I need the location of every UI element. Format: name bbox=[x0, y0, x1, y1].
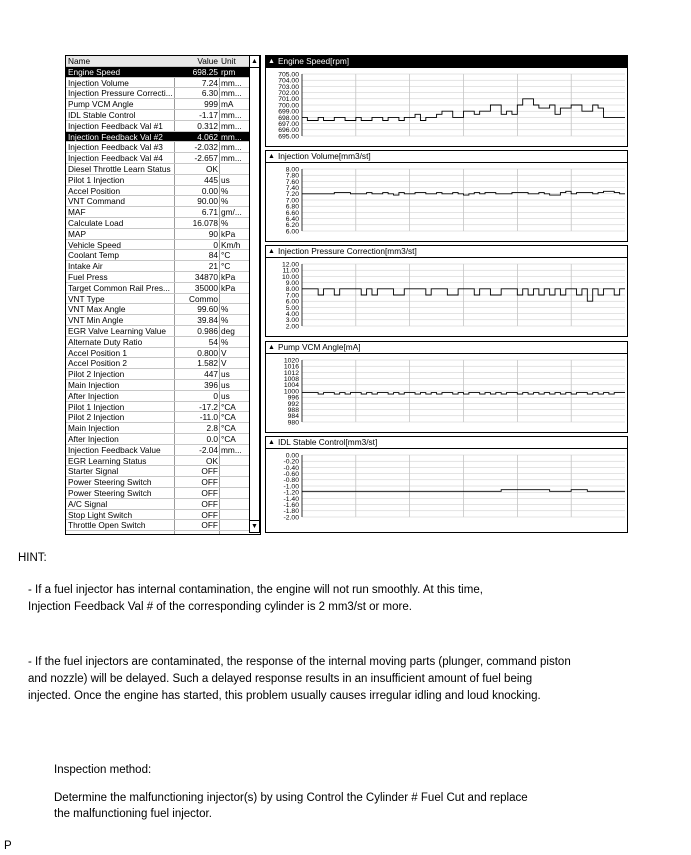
data-list-table bbox=[65, 55, 261, 535]
y-tick-label: 7.00 bbox=[285, 197, 299, 205]
collapse-triangle-icon[interactable]: ▲ bbox=[268, 344, 275, 351]
y-tick-label: 7.60 bbox=[285, 178, 299, 186]
graph-panel bbox=[265, 436, 628, 533]
line-chart bbox=[266, 449, 627, 532]
y-tick-label: 1004 bbox=[283, 382, 299, 390]
row-unit: °C bbox=[221, 250, 231, 261]
row-name: Injection Feedback Val #2 bbox=[68, 131, 163, 142]
y-tick-label: 704.00 bbox=[278, 77, 299, 85]
y-tick-label: 7.00 bbox=[285, 292, 299, 300]
y-tick-label: 7.40 bbox=[285, 185, 299, 192]
y-tick-label: -2.00 bbox=[283, 514, 299, 522]
row-value: 34870 bbox=[194, 272, 218, 282]
y-tick-label: 703.00 bbox=[278, 83, 299, 91]
graph-title: IDL Stable Control[mm3/st] bbox=[278, 437, 378, 447]
line-chart bbox=[266, 258, 627, 336]
row-unit: gm/... bbox=[221, 207, 242, 218]
y-tick-label: 992 bbox=[287, 400, 299, 408]
row-name: Engine Speed bbox=[68, 66, 121, 77]
table-row[interactable] bbox=[66, 67, 260, 78]
column-header-value: Value bbox=[197, 56, 218, 66]
row-value: 396 bbox=[204, 380, 218, 390]
row-value: 35000 bbox=[194, 282, 218, 293]
y-tick-label: 699.00 bbox=[278, 108, 299, 116]
y-tick-label: 6.60 bbox=[285, 209, 299, 217]
y-tick-label: 6.00 bbox=[285, 228, 299, 236]
y-tick-label: 695.00 bbox=[278, 133, 299, 141]
row-unit: % bbox=[221, 304, 229, 315]
row-value: OFF bbox=[201, 488, 218, 498]
row-name: Main Injection bbox=[68, 380, 120, 390]
row-name: Injection Feedback Val #4 bbox=[68, 153, 163, 164]
table-row[interactable] bbox=[66, 153, 260, 164]
y-tick-label: 701.00 bbox=[278, 96, 299, 104]
row-value: 7.24 bbox=[201, 77, 218, 88]
y-tick-label: 2.00 bbox=[285, 323, 299, 331]
table-row[interactable] bbox=[66, 240, 260, 251]
table-row[interactable] bbox=[66, 477, 260, 488]
row-unit: mm... bbox=[221, 88, 242, 99]
hint-label: HINT: bbox=[18, 552, 47, 564]
y-tick-label: 9.00 bbox=[285, 280, 299, 287]
row-value: 445 bbox=[204, 174, 218, 185]
row-value: -2.04 bbox=[199, 444, 218, 455]
table-row[interactable] bbox=[66, 99, 260, 110]
scroll-up-icon[interactable]: ▲ bbox=[250, 56, 259, 68]
row-value: OFF bbox=[201, 498, 218, 509]
row-value: OFF bbox=[201, 509, 218, 520]
row-value: 0.00 bbox=[201, 185, 218, 196]
table-row[interactable] bbox=[66, 78, 260, 89]
row-unit: us bbox=[221, 380, 230, 390]
table-row[interactable] bbox=[66, 261, 260, 272]
row-name: Main Injection bbox=[68, 423, 120, 434]
table-scrollbar[interactable] bbox=[249, 55, 260, 533]
graph-panel bbox=[265, 55, 628, 147]
y-tick-label: 0.00 bbox=[285, 452, 299, 460]
y-tick-label: 6.40 bbox=[285, 216, 299, 223]
table-row[interactable] bbox=[66, 88, 260, 99]
inspection-line-2: the malfunctioning fuel injector. bbox=[54, 808, 212, 820]
y-tick-label: -0.60 bbox=[283, 471, 299, 478]
row-name: Calculate Load bbox=[68, 218, 124, 228]
row-unit: deg bbox=[221, 326, 235, 336]
row-value: 21 bbox=[208, 261, 218, 272]
row-unit: % bbox=[221, 185, 229, 196]
line-chart bbox=[266, 163, 627, 241]
table-row[interactable] bbox=[66, 380, 260, 391]
graph-panel bbox=[265, 150, 628, 242]
graph-plot-area bbox=[266, 354, 627, 432]
row-name: VNT Command bbox=[68, 196, 126, 207]
row-value: 84 bbox=[208, 250, 218, 261]
row-value: 0 bbox=[213, 390, 218, 401]
row-value: 99.60 bbox=[197, 304, 218, 315]
row-unit: °CA bbox=[221, 412, 236, 423]
row-name: Accel Position bbox=[68, 185, 121, 196]
row-unit: mm... bbox=[221, 77, 242, 88]
row-name: Vehicle Speed bbox=[68, 239, 122, 250]
row-name: Injection Feedback Val #1 bbox=[68, 120, 163, 131]
row-value: -11.0 bbox=[199, 412, 218, 423]
graph-title-bar[interactable] bbox=[266, 56, 627, 68]
table-row[interactable] bbox=[66, 423, 260, 434]
row-name: A/C Signal bbox=[68, 498, 108, 509]
table-row[interactable] bbox=[66, 391, 260, 402]
row-name: Power Steering Switch bbox=[68, 488, 152, 498]
row-name: Pump VCM Angle bbox=[68, 99, 134, 110]
table-row[interactable] bbox=[66, 142, 260, 153]
graph-panel bbox=[265, 245, 628, 337]
row-value: Commo bbox=[188, 293, 218, 304]
y-tick-label: -0.20 bbox=[283, 458, 299, 466]
y-tick-label: 6.20 bbox=[285, 222, 299, 230]
row-unit: % bbox=[221, 218, 229, 228]
y-tick-label: 12.00 bbox=[281, 261, 299, 269]
table-row[interactable] bbox=[66, 456, 260, 467]
row-name: Intake Air bbox=[68, 261, 103, 272]
row-value: 1.582 bbox=[197, 358, 218, 369]
table-row[interactable] bbox=[66, 121, 260, 132]
row-value: 16.078 bbox=[192, 218, 218, 228]
y-tick-label: 7.80 bbox=[285, 172, 299, 180]
row-name: MAF bbox=[68, 207, 86, 218]
row-unit: rpm bbox=[221, 66, 236, 77]
row-value: -17.2 bbox=[199, 401, 218, 412]
row-name: Coolant Temp bbox=[68, 250, 120, 261]
table-row[interactable] bbox=[66, 110, 260, 121]
row-name: Injection Feedback Val #3 bbox=[68, 142, 163, 153]
row-value: 0.986 bbox=[197, 326, 218, 336]
table-row[interactable] bbox=[66, 218, 260, 229]
line-chart bbox=[266, 354, 627, 432]
row-value: 0.312 bbox=[197, 120, 218, 131]
row-value: 4.062 bbox=[197, 131, 218, 142]
row-value: 54 bbox=[208, 336, 218, 347]
row-name: EGR Learning Status bbox=[68, 455, 147, 466]
row-value: OFF bbox=[201, 520, 218, 531]
table-row[interactable] bbox=[66, 250, 260, 261]
row-name: Stop Light Switch bbox=[68, 509, 133, 520]
table-row[interactable] bbox=[66, 294, 260, 305]
row-unit: V bbox=[221, 358, 227, 369]
row-name: Pilot 1 Injection bbox=[68, 401, 125, 412]
row-value: 6.71 bbox=[201, 207, 218, 218]
row-value: 0.0 bbox=[206, 434, 218, 444]
row-unit: V bbox=[221, 347, 227, 358]
footer-mark: P bbox=[4, 840, 12, 852]
collapse-triangle-icon[interactable]: ▲ bbox=[268, 58, 275, 65]
graph-panel bbox=[265, 341, 628, 433]
row-unit: mm... bbox=[221, 120, 242, 131]
row-name: Injection Pressure Correcti... bbox=[68, 88, 173, 99]
y-tick-label: 10.00 bbox=[281, 273, 299, 281]
row-unit: % bbox=[221, 196, 229, 207]
collapse-triangle-icon[interactable]: ▲ bbox=[268, 153, 275, 160]
row-value: OK bbox=[206, 164, 218, 174]
row-unit: kPa bbox=[221, 228, 236, 239]
row-unit: kPa bbox=[221, 272, 236, 282]
y-tick-label: 698.00 bbox=[278, 114, 299, 122]
row-name: Pilot 1 Injection bbox=[68, 174, 125, 185]
column-header-name: Name bbox=[68, 56, 91, 66]
graph-plot-area bbox=[266, 258, 627, 336]
row-name: Alternate Duty Ratio bbox=[68, 336, 143, 347]
y-tick-label: 702.00 bbox=[278, 90, 299, 97]
table-row[interactable] bbox=[66, 164, 260, 175]
y-tick-label: 1020 bbox=[283, 357, 299, 365]
table-row[interactable] bbox=[66, 434, 260, 445]
row-value: 0 bbox=[213, 239, 218, 250]
y-tick-label: 700.00 bbox=[278, 102, 299, 110]
y-tick-label: 984 bbox=[287, 413, 299, 421]
row-unit: kPa bbox=[221, 282, 236, 293]
table-row[interactable] bbox=[66, 499, 260, 510]
y-tick-label: 980 bbox=[287, 419, 299, 427]
row-unit: mA bbox=[221, 99, 234, 110]
hint-paragraph-1-line-2: Injection Feedback Val # of the corresponding cylinder is 2 mm3/st or more. bbox=[28, 601, 412, 613]
row-name: Fuel Press bbox=[68, 272, 108, 282]
row-name: Throttle Open Switch bbox=[68, 520, 146, 531]
row-name: Power Steering Switch bbox=[68, 477, 152, 488]
table-row[interactable] bbox=[66, 272, 260, 283]
y-tick-label: -0.80 bbox=[283, 477, 299, 485]
row-unit: % bbox=[221, 336, 229, 347]
table-row[interactable] bbox=[66, 196, 260, 207]
row-name: Injection Feedback Value bbox=[68, 444, 161, 455]
row-unit: °CA bbox=[221, 434, 236, 444]
row-value: 90 bbox=[208, 228, 218, 239]
line-chart bbox=[266, 68, 627, 146]
inspection-method-label: Inspection method: bbox=[54, 764, 152, 776]
scroll-down-icon[interactable]: ▼ bbox=[250, 520, 259, 532]
row-value: 6.30 bbox=[201, 88, 218, 99]
row-value: 90.00 bbox=[197, 196, 218, 207]
y-tick-label: 697.00 bbox=[278, 121, 299, 128]
column-header-unit: Unit bbox=[221, 56, 236, 66]
y-tick-label: 1000 bbox=[283, 388, 299, 396]
collapse-triangle-icon[interactable]: ▲ bbox=[268, 248, 275, 255]
y-tick-label: 3.00 bbox=[285, 317, 299, 325]
row-value: 39.84 bbox=[197, 315, 218, 326]
row-value: -2.032 bbox=[194, 142, 218, 153]
table-row[interactable] bbox=[66, 186, 260, 197]
hint-paragraph-2-line-1: - If the fuel injectors are contaminated, the response of the internal moving parts (plunger, command piston bbox=[28, 656, 571, 668]
graph-title: Injection Pressure Correction[mm3/st] bbox=[278, 246, 417, 256]
row-name: VNT Max Angle bbox=[68, 304, 126, 315]
graph-title-bar[interactable] bbox=[266, 246, 627, 258]
row-name: Pilot 2 Injection bbox=[68, 412, 125, 423]
graph-title: Pump VCM Angle[mA] bbox=[278, 342, 361, 352]
table-row[interactable] bbox=[66, 412, 260, 423]
row-name: Injection Volume bbox=[68, 77, 129, 88]
hint-paragraph-1-line-1: - If a fuel injector has internal contamination, the engine will not run smoothly. At this time, bbox=[28, 584, 483, 596]
graph-plot-area bbox=[266, 449, 627, 532]
graph-plot-area bbox=[266, 68, 627, 146]
graph-title-bar[interactable] bbox=[266, 151, 627, 163]
row-unit: us bbox=[221, 390, 230, 401]
y-tick-label: 696.00 bbox=[278, 127, 299, 135]
series-line bbox=[302, 393, 625, 395]
y-tick-label: 1016 bbox=[283, 363, 299, 371]
row-unit: us bbox=[221, 369, 230, 380]
y-tick-label: 705.00 bbox=[278, 71, 299, 79]
graph-title-bar[interactable] bbox=[266, 342, 627, 354]
table-row[interactable] bbox=[66, 488, 260, 499]
table-row[interactable] bbox=[66, 326, 260, 337]
table-row[interactable] bbox=[66, 207, 260, 218]
row-name: After Injection bbox=[68, 390, 119, 401]
row-value: OK bbox=[206, 455, 218, 466]
row-name: After Injection bbox=[68, 434, 119, 444]
row-unit: mm... bbox=[221, 110, 242, 120]
hint-paragraph-2-line-2: and nozzle) will be delayed. Such a delayed response results in an insufficient amount of fuel being bbox=[28, 673, 533, 685]
graph-title-bar[interactable] bbox=[266, 437, 627, 449]
table-row[interactable] bbox=[66, 402, 260, 413]
row-name: Target Common Rail Pres... bbox=[68, 282, 170, 293]
row-value: OFF bbox=[201, 466, 218, 477]
graph-title: Engine Speed[rpm] bbox=[278, 56, 350, 66]
y-tick-label: 6.00 bbox=[285, 298, 299, 306]
row-value: -2.657 bbox=[194, 153, 218, 164]
table-row[interactable] bbox=[66, 369, 260, 380]
collapse-triangle-icon[interactable]: ▲ bbox=[268, 439, 275, 446]
row-value: 698.25 bbox=[192, 66, 218, 77]
row-value: OFF bbox=[201, 477, 218, 488]
table-row[interactable] bbox=[66, 175, 260, 186]
y-tick-label: 11.00 bbox=[282, 267, 299, 275]
y-tick-label: 8.00 bbox=[285, 166, 299, 174]
table-row[interactable] bbox=[66, 510, 260, 521]
y-tick-label: -0.40 bbox=[283, 464, 299, 472]
y-tick-label: -1.00 bbox=[283, 483, 299, 491]
row-value: 0.800 bbox=[197, 347, 218, 358]
row-name: IDL Stable Control bbox=[68, 110, 136, 120]
row-value: 2.8 bbox=[206, 423, 218, 434]
y-tick-label: -1.80 bbox=[283, 508, 299, 516]
row-name: Diesel Throttle Learn Status bbox=[68, 164, 171, 174]
row-name: Pilot 2 Injection bbox=[68, 369, 125, 380]
table-row[interactable] bbox=[66, 520, 260, 531]
y-tick-label: 988 bbox=[287, 407, 299, 414]
row-value: -1.17 bbox=[199, 110, 218, 120]
row-name: Starter Signal bbox=[68, 466, 119, 477]
table-header-row bbox=[66, 56, 260, 67]
row-unit: mm... bbox=[221, 131, 242, 142]
table-row[interactable] bbox=[66, 445, 260, 456]
row-unit: Km/h bbox=[221, 239, 241, 250]
row-unit: mm... bbox=[221, 142, 242, 153]
hint-paragraph-2-line-3: injected. Once the engine has started, this problem usually causes irregular idling and loud knocking. bbox=[28, 690, 541, 702]
table-row[interactable] bbox=[66, 315, 260, 326]
y-tick-label: -1.60 bbox=[283, 502, 299, 509]
table-row[interactable] bbox=[66, 466, 260, 477]
y-tick-label: -1.20 bbox=[283, 489, 299, 497]
row-name: Accel Position 1 bbox=[68, 347, 128, 358]
graph-title: Injection Volume[mm3/st] bbox=[278, 151, 371, 161]
table-row[interactable] bbox=[66, 348, 260, 359]
row-name: MAP bbox=[68, 228, 86, 239]
y-tick-label: 8.00 bbox=[285, 286, 299, 294]
table-row[interactable] bbox=[66, 283, 260, 294]
row-value: 999 bbox=[204, 99, 218, 110]
y-tick-label: 996 bbox=[287, 394, 299, 402]
y-tick-label: 1012 bbox=[283, 369, 299, 377]
row-name: EGR Valve Learning Value bbox=[68, 326, 166, 336]
row-unit: °CA bbox=[221, 423, 236, 434]
row-unit: °CA bbox=[221, 401, 236, 412]
y-tick-label: -1.40 bbox=[283, 495, 299, 503]
row-name: VNT Min Angle bbox=[68, 315, 124, 326]
y-tick-label: 6.80 bbox=[285, 203, 299, 211]
table-row[interactable] bbox=[66, 337, 260, 348]
inspection-line-1: Determine the malfunctioning injector(s) by using Control the Cylinder # Fuel Cut and replace bbox=[54, 792, 528, 804]
y-tick-label: 1008 bbox=[283, 376, 299, 383]
table-row[interactable] bbox=[66, 304, 260, 315]
row-unit: °C bbox=[221, 261, 231, 272]
y-tick-label: 5.00 bbox=[285, 304, 299, 312]
row-unit: us bbox=[221, 174, 230, 185]
row-name: VNT Type bbox=[68, 293, 105, 304]
row-unit: mm... bbox=[221, 153, 242, 164]
row-unit: mm... bbox=[221, 444, 242, 455]
y-tick-label: 7.20 bbox=[285, 191, 299, 199]
table-row[interactable] bbox=[66, 132, 260, 143]
y-tick-label: 4.00 bbox=[285, 311, 299, 318]
row-unit: % bbox=[221, 315, 229, 326]
graph-plot-area bbox=[266, 163, 627, 241]
table-row[interactable] bbox=[66, 358, 260, 369]
row-name: Accel Position 2 bbox=[68, 358, 128, 369]
row-value: 447 bbox=[204, 369, 218, 380]
table-row[interactable] bbox=[66, 229, 260, 240]
